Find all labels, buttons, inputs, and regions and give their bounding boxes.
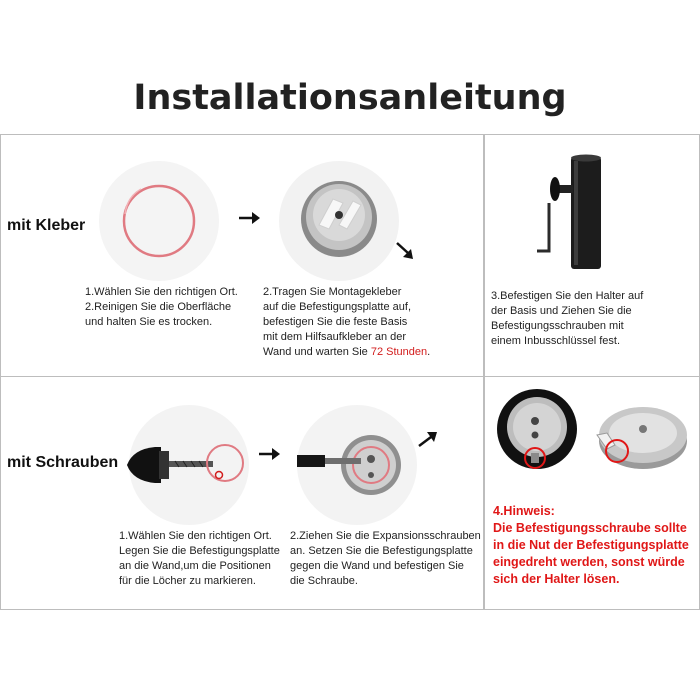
holder-image [521,151,641,279]
wait-time-highlight: 72 Stunden [370,346,428,358]
mounting-plate-image [593,389,693,479]
holder-step-3-text: 3.Befestigen Sie den Halter auf der Basis und Ziehen Sie die Befestigungsschrauben mit einem Inbusschlüssel fest. [491,290,644,347]
arrow-right-icon [239,211,261,225]
hint-text: 4.Hinweis: Die Befestigungsschraube sollte in die Nut der Befestigungsplatte eingedreht werden, sonst würde sich der Halter lösen. [493,504,689,586]
hex-key-icon [537,203,549,251]
wall-marking-image [97,159,221,283]
screws-panel [0,376,484,610]
screws-label: mit Schrauben [7,454,119,471]
screws-step-1-text: 1.Wählen Sie den richtigen Ort. Legen Sie die Befestigungsplatte an die Wand,um die Positionen für die Löcher zu markieren. [119,530,280,587]
adhesive-label: mit Kleber [7,217,86,234]
holder-bottom-image [491,383,587,479]
adhesive-plate-image [277,159,401,283]
adhesive-panel [0,134,484,377]
arrow-right-icon [259,447,281,461]
holder-panel [484,134,700,377]
screw-plate-image [295,403,419,527]
arrow-up-right-icon [417,429,439,449]
screws-step-2-text: 2.Ziehen Sie die Expansionsschrauben an. Setzen Sie die Befestigungsplatte gegen die Wand und befestigen Sie die Schraube. [290,530,481,587]
arrow-down-right-icon [395,241,415,261]
adhesive-step-2-text: 2.Tragen Sie Montagekleber auf die Befestigungsplatte auf, befestigen Sie die feste Basis mit dem Hilfsaufkleber an der Wand und warten Sie 72 Stunden. [263,286,431,358]
drill-wall-image [127,403,251,527]
adhesive-step-1-text: 1.Wählen Sie den richtigen Ort. 2.Reinigen Sie die Oberfläche und halten Sie es trocken. [85,286,238,328]
page-title: Installationsanleitung [133,78,567,118]
hint-panel [484,376,700,610]
